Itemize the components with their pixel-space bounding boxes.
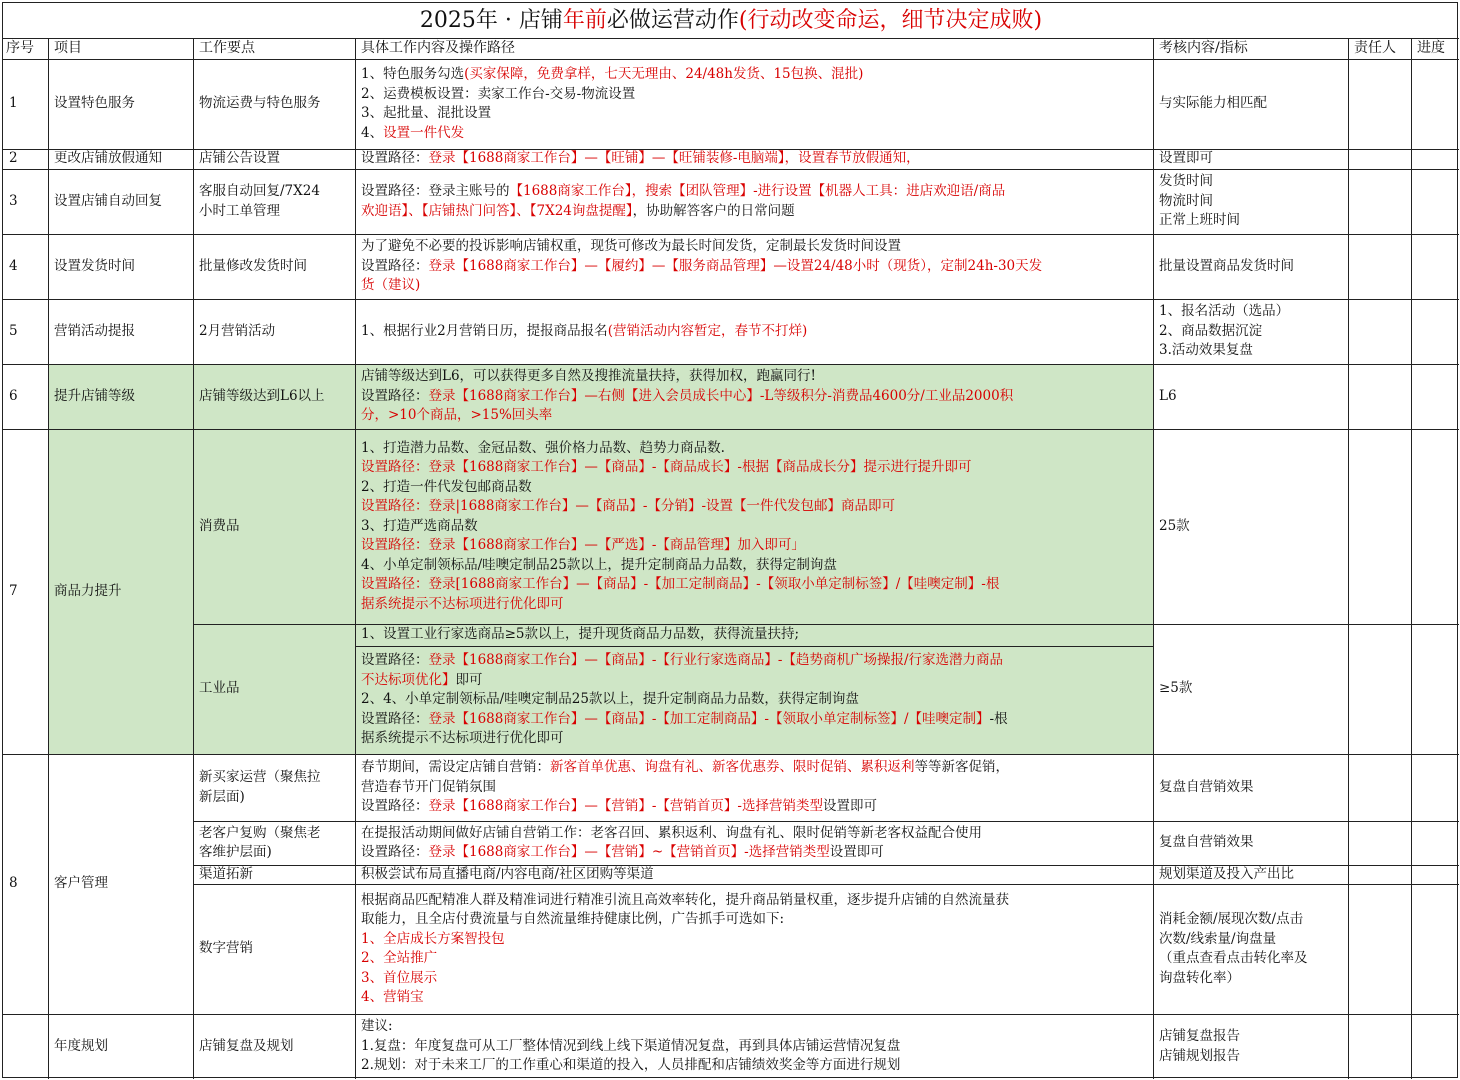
row3-index: 3 (9, 192, 18, 209)
row9-metric: 店铺复盘报告 店铺规划报告 (1159, 1028, 1240, 1064)
row7-industrial-content: 设置路径：登录【1688商家工作台】—【商品】-【行业行家选商品】-【趋势商机广场操报/行家选潜力商品 不达标项优化】即可 2、4、小单定制领标品/哇噢定制品25款以上，提升定制商品力品数，获得定制询盘 设置路径：登录【1688商家工作台】—【商品】-【加工定制商品】-【领取小单定制标签】/【哇噢定制】-根 据系统提示不达标项进行优化即可 (361, 652, 1008, 747)
row9-index (3, 1014, 48, 1079)
row8-old-buyer-point: 老客户复购（聚焦老 客维护层面) (199, 824, 321, 860)
row5-index: 5 (9, 322, 18, 339)
row8-old-buyer-metric: 复盘自营销效果 (1159, 834, 1254, 851)
row5-project: 营销活动提报 (54, 322, 135, 339)
row5-content: 1、根据行业2月营销日历，提报商品报名(营销活动内容暂定，春节不打烊) (361, 322, 808, 339)
row7-consumer-point: 消费品 (199, 517, 240, 534)
row8-project: 客户管理 (54, 875, 108, 892)
row6-project: 提升店铺等级 (54, 387, 135, 404)
row2-project: 更改店铺放假通知 (54, 150, 162, 167)
row8-digital-point: 数字营销 (199, 940, 253, 957)
row5-point: 2月营销活动 (199, 322, 276, 339)
row9-point: 店铺复盘及规划 (199, 1037, 294, 1054)
row8-new-buyer-content: 春节期间，需设定店铺自营销：新客首单优惠、询盘有礼、新客优惠券、限时促销、累积返利等等新客促销， 营造春节开门促销氛围 设置路径：登录【1688商家工作台】—【营销】-【营销首页】-选择营销类型设置即可 (361, 759, 1009, 815)
row9-content: 建议: 1.复盘：年度复盘可从工厂整体情况到线上线下渠道情况复盘，再到具体店铺运营情况复盘 2.规划：对于未来工厂的工作重心和渠道的投入，人员排配和店铺绩效奖金等方面进行规划 (361, 1018, 901, 1074)
page-title: 2025年 · 店铺年前必做运营动作(行动改变命运，细节决定成败) (3, 3, 1459, 39)
header-content: 具体工作内容及操作路径 (361, 40, 515, 57)
row3-project: 设置店铺自动回复 (54, 192, 162, 209)
row8-digital-content: 根据商品匹配精准人群及精准词进行精准引流且高效率转化，提升商品销量权重，逐步提升店铺的自然流量获 取能力，且全店付费流量与自然流量维持健康比例，广告抓手可选如下: 1、全店成长方案智投包 2、全站推广 3、首位展示 4、营销宝 (361, 891, 1009, 1005)
row2-content: 设置路径：登录【1688商家工作台】—【旺铺】—【旺铺装修-电脑端】，设置春节放假通知， (361, 150, 920, 167)
row8-new-buyer-metric: 复盘自营销效果 (1159, 778, 1254, 795)
row7-index: 7 (9, 582, 18, 599)
row8-digital-metric: 消耗金额/展现次数/点击 次数/线索量/询盘量 （重点查看点击转化率及 询盘转化率） (1159, 911, 1308, 986)
row2-metric: 设置即可 (1159, 150, 1213, 167)
row5-metric: 1、报名活动（选品） 2、商品数据沉淀 3.活动效果复盘 (1159, 303, 1290, 359)
header-project: 项目 (54, 40, 82, 57)
row4-point: 批量修改发货时间 (199, 257, 307, 274)
row7-consumer-content: 1、打造潜力品数、金冠品数、强价格力品数、趋势力商品数. 设置路径：登录【1688商家工作台】—【商品】-【商品成长】-根据【商品成长分】提示进行提升即可 2、打造一件代发包邮商品数 设置路径：登录|1688商家工作台】—【商品】-【分销】-设置【一件代发包邮】商品即可 3、打造严选商品数 设置路径：登录【1688商家工作台】—【严选】-【商品管理】加入即可」 4、小单定制领标品/哇噢定制品25款以上，提升定制商品力品数，获得定制询盘 设置路径：登录[1688商家工作台】—【商品】-【加工定制商品】-【领取小单定制标签】/【哇噢定制】-根 据系统提示不达标项进行优化即可 (361, 439, 1000, 612)
row6-point: 店铺等级达到L6以上 (199, 387, 325, 404)
header-owner: 责任人 (1354, 40, 1396, 57)
row1-content: 1、特色服务勾选(买家保障，免费拿样，七天无理由、24/48h发货、15包换、混批) 2、运费模板设置：卖家工作台-交易-物流设置 3、起批量、混批设置 4、设置一件代发 (361, 66, 864, 141)
row6-content: 店铺等级达到L6，可以获得更多自然及搜推流量扶持，获得加权，跑赢同行! 设置路径：登录【1688商家工作台】—右侧【进入会员成长中心】-L等级积分-消费品4600分/工业品2000积 分，>10个商品，>15%回头率 (361, 368, 1014, 424)
row3-content: 设置路径：登录主账号的【1688商家工作台】，搜索【团队管理】-进行设置【机器人工具：进店欢迎语/商品 欢迎语】、【店铺热门问答】、【7X24询盘提醒】，协助解答客户的日常问题 (361, 183, 1006, 219)
row1-project: 设置特色服务 (54, 95, 135, 112)
row6-index: 6 (9, 387, 18, 404)
row9-project: 年度规划 (54, 1037, 108, 1054)
row8-channel-content: 积极尝试布局直播电商/内容电商/社区团购等渠道 (361, 865, 654, 882)
row1-metric: 与实际能力相匹配 (1159, 95, 1267, 112)
row8-channel-metric: 规划渠道及投入产出比 (1159, 865, 1294, 882)
row1-point: 物流运费与特色服务 (199, 95, 321, 112)
row7-project: 商品力提升 (54, 582, 122, 599)
row8-old-buyer-content: 在提报活动期间做好店铺自营销工作：老客召回、累积返利、询盘有礼、限时促销等新老客权益配合使用 设置路径：登录【1688商家工作台】—【营销】~【营销首页】-选择营销类型设置即可 (361, 824, 982, 860)
header-index: 序号 (6, 40, 34, 57)
row6-metric: L6 (1159, 387, 1177, 404)
row4-content: 为了避免不必要的投诉影响店铺权重，现货可修改为最长时间发货，定制最长发货时间设置 设置路径：登录【1688商家工作台】—【履约】—【服务商品管理】—设置24/48小时（现货），定制24h-30天发 货（建议) (361, 238, 1043, 294)
header-progress: 进度 (1417, 40, 1445, 57)
row4-index: 4 (9, 257, 18, 274)
row7-industrial-point: 工业品 (199, 680, 240, 697)
row2-index: 2 (9, 150, 18, 167)
row4-project: 设置发货时间 (54, 257, 135, 274)
operations-table (2, 2, 1458, 1078)
row1-index: 1 (9, 95, 18, 112)
row3-metric: 发货时间 物流时间 正常上班时间 (1159, 173, 1240, 229)
row8-channel-point: 渠道拓新 (199, 865, 253, 882)
row3-point: 客服自动回复/7X24 小时工单管理 (199, 183, 320, 219)
row7-industrial-content-top: 1、设置工业行家选商品≥5款以上，提升现货商品力品数，获得流量扶持; (361, 626, 800, 643)
row2-point: 店铺公告设置 (199, 150, 280, 167)
row7-consumer-metric: 25款 (1159, 517, 1190, 534)
row7-industrial-metric: ≥5款 (1159, 680, 1193, 697)
row8-new-buyer-point: 新买家运营（聚焦拉 新层面) (199, 769, 321, 805)
header-key-point: 工作要点 (199, 40, 255, 57)
row4-metric: 批量设置商品发货时间 (1159, 257, 1294, 274)
header-metric: 考核内容/指标 (1159, 40, 1248, 57)
row8-index: 8 (9, 875, 18, 892)
